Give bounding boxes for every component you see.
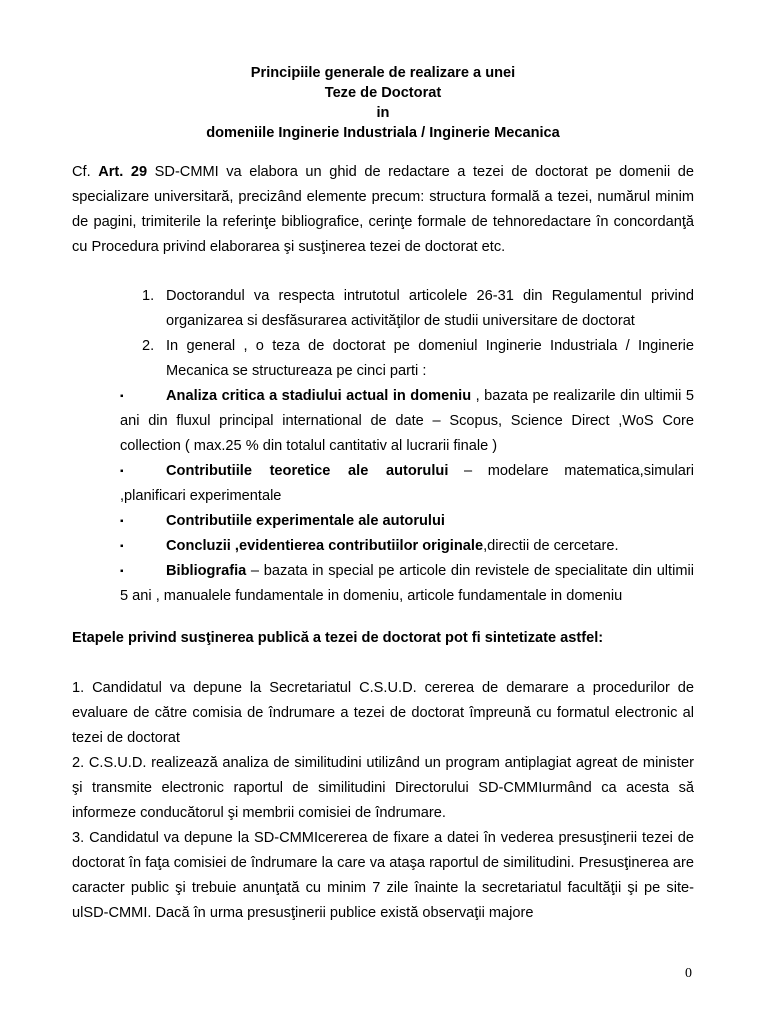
bullet-icon: ▪ [120,391,124,402]
title-line-2: Teze de Doctorat [324,85,442,101]
bullet-text: – modelare matematica,simulari ,planificari experimentale [120,463,694,504]
step-item: 3. Candidatul va depune la SD-CMMIcererea de fixare a datei în vederea presusţinerii tezei de doctorat în faţa comisiei de îndrumare la care va ataşa raportul de similitudini. Presusţinerea are caracter public şi trebuie anunţată cu minim 7 zile înainte la secretariatul facultăţii şi pe site-ulSD-CMMI. Dacă în urma presusţinerii publice există observaţii majore [72,830,694,921]
bullet-text: ,directii de cercetare. [483,538,619,554]
numbered-list [72,284,694,384]
section-heading: Etapele privind susţinerea publică a tezei de doctorat pot fi sintetizate astfel: [72,630,604,646]
bullet-icon: ▪ [120,466,124,477]
numbered-item [72,334,694,384]
bullet-icon: ▪ [120,566,124,577]
document-title [72,63,694,143]
bullet-icon: ▪ [120,541,124,552]
step-item: 2. C.S.U.D. realizează analiza de similitudini utilizând un program antiplagiat agreat de minister şi transmite electronic raportul de similitudini Directorului SD-CMMIurmând ca acesta să informeze conducătorul şi membrii comisiei de îndrumare. [72,755,694,821]
numbered-item [72,284,694,334]
bullet-bold-text: Analiza critica a stadiului actual in domeniu [166,388,472,404]
title-line-1: Principiile generale de realizare a unei [250,65,516,81]
item-text: Doctorandul va respecta intrutotul articolele 26-31 din Regulamentul privind organizarea si desfăsurarea activităţilor de studii universitare de doctorat [166,288,694,329]
bullet-bold-text: Contributiile experimentale ale autorului [166,513,445,529]
bullet-icon: ▪ [120,516,124,527]
bullet-item [72,534,694,559]
intro-paragraph [72,160,694,260]
bullet-item [72,559,694,609]
bullet-text: , bazata pe realizarile din ultimii 5 ani din fluxul principal international de date – Scopus, Science Direct ,WoS Core collection ( max.25 % din totalul cantitativ al lucrarii finale ) [120,388,694,454]
steps-list [72,676,694,926]
title-line-4: domeniile Inginerie Industriala / Inginerie Mecanica [206,125,560,141]
bullet-bold-text: Contributiile teoretice ale autorului [166,463,449,479]
item-number: 1. [142,288,155,304]
intro-prefix: Cf. [72,164,99,180]
title-line-3: in [376,105,390,121]
bullet-text: – bazata in special pe articole din revistele de specialitate din ultimii 5 ani , manualele fundamentale in domeniu, articole fundamentale in domeniu [120,563,694,604]
bullet-bold-text: Bibliografia [166,563,247,579]
article-reference: Art. 29 [98,164,148,180]
document-page [72,63,694,926]
item-text: In general , o teza de doctorat pe domeniul Inginerie Industriala / Inginerie Mecanica se structureaza pe cinci parti : [166,338,694,379]
page-number: 0 [685,966,692,981]
item-number: 2. [142,338,155,354]
bullet-item [72,384,694,459]
bullet-list [72,384,694,609]
step-item: 1. Candidatul va depune la Secretariatul C.S.U.D. cererea de demarare a procedurilor de evaluare de către comisia de îndrumare a tezei de doctorat împreună cu formatul electronic al tezei de doctorat [72,680,694,746]
bullet-bold-text: Concluzii ,evidentierea contributiilor originale [166,538,484,554]
intro-text: SD-CMMI va elabora un ghid de redactare a tezei de doctorat pe domenii de specializare universitară, precizând elemente precum: structura formală a tezei, numărul minim de pagini, trimiterile la referinţe bibliografice, cerinţe formale de tehnoredactare în concordanţă cu Procedura privind elaborarea şi susţinerea tezei de doctorat etc. [72,164,695,255]
bullet-item [72,509,694,534]
bullet-item [72,459,694,509]
